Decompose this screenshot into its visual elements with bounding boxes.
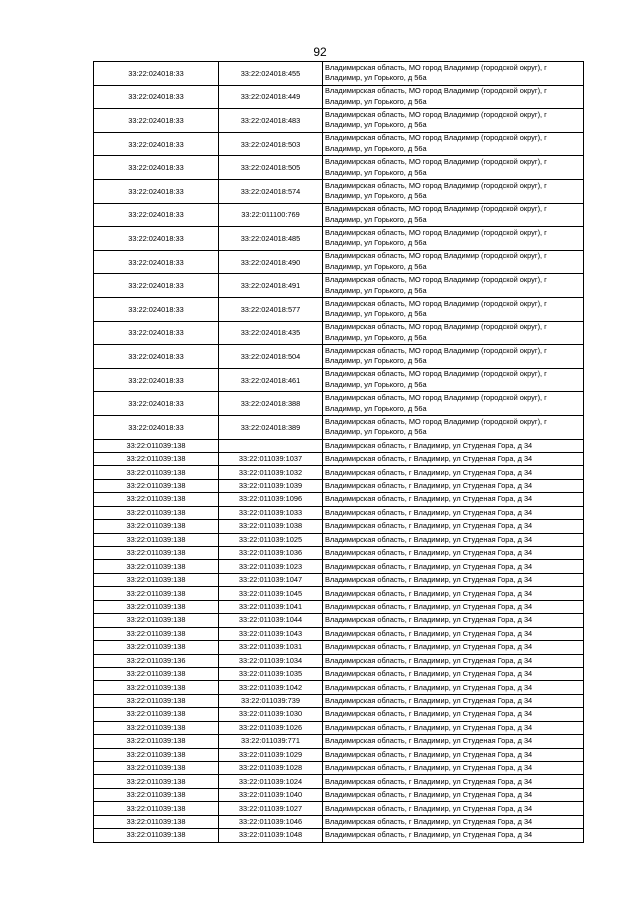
table-row: [94, 203, 584, 227]
address-cell: Владимирская область, МО город Владимир (городской округ), г Владимир, ул Горького, д 56а: [323, 274, 584, 298]
address-cell: Владимирская область, МО город Владимир (городской округ), г Владимир, ул Горького, д 56а: [323, 156, 584, 180]
object-cadastral-number: 33:22:024018:388: [219, 392, 323, 416]
parcel-cadastral-number: 33:22:011039:138: [94, 466, 219, 479]
table-row: [94, 573, 584, 586]
table-row: [94, 627, 584, 640]
parcel-cadastral-number: 33:22:024018:33: [94, 250, 219, 274]
object-cadastral-number: 33:22:024018:483: [219, 109, 323, 133]
registry-table-body: [94, 62, 584, 843]
parcel-cadastral-number: 33:22:024018:33: [94, 156, 219, 180]
parcel-cadastral-number: 33:22:024018:33: [94, 227, 219, 251]
parcel-cadastral-number: 33:22:011039:138: [94, 802, 219, 815]
table-row: [94, 667, 584, 680]
address-cell: Владимирская область, г Владимир, ул Студеная Гора, д 34: [323, 520, 584, 533]
object-cadastral-number: 33:22:011039:1032: [219, 466, 323, 479]
table-row: [94, 506, 584, 519]
address-cell: Владимирская область, г Владимир, ул Студеная Гора, д 34: [323, 748, 584, 761]
parcel-cadastral-number: 33:22:024018:33: [94, 203, 219, 227]
address-cell: Владимирская область, г Владимир, ул Студеная Гора, д 34: [323, 479, 584, 492]
object-cadastral-number: 33:22:011039:1041: [219, 600, 323, 613]
parcel-cadastral-number: 33:22:011039:138: [94, 815, 219, 828]
object-cadastral-number: 33:22:011039:1042: [219, 681, 323, 694]
object-cadastral-number: 33:22:011039:1027: [219, 802, 323, 815]
parcel-cadastral-number: 33:22:024018:33: [94, 62, 219, 86]
parcel-cadastral-number: 33:22:011039:138: [94, 748, 219, 761]
object-cadastral-number: 33:22:011039:739: [219, 694, 323, 707]
address-cell: Владимирская область, МО город Владимир (городской округ), г Владимир, ул Горького, д 56а: [323, 250, 584, 274]
object-cadastral-number: 33:22:011039:1024: [219, 775, 323, 788]
address-cell: Владимирская область, г Владимир, ул Студеная Гора, д 34: [323, 560, 584, 573]
object-cadastral-number: 33:22:011039:1031: [219, 641, 323, 654]
parcel-cadastral-number: 33:22:011039:138: [94, 600, 219, 613]
object-cadastral-number: 33:22:011039:1028: [219, 762, 323, 775]
table-row: [94, 560, 584, 573]
parcel-cadastral-number: 33:22:011039:138: [94, 493, 219, 506]
address-cell: Владимирская область, г Владимир, ул Студеная Гора, д 34: [323, 506, 584, 519]
table-row: [94, 788, 584, 801]
object-cadastral-number: 33:22:024018:491: [219, 274, 323, 298]
object-cadastral-number: 33:22:011039:1025: [219, 533, 323, 546]
table-row: [94, 587, 584, 600]
address-cell: Владимирская область, г Владимир, ул Студеная Гора, д 34: [323, 667, 584, 680]
table-row: [94, 493, 584, 506]
address-cell: Владимирская область, МО город Владимир (городской округ), г Владимир, ул Горького, д 56а: [323, 62, 584, 86]
address-cell: Владимирская область, г Владимир, ул Студеная Гора, д 34: [323, 547, 584, 560]
parcel-cadastral-number: 33:22:011039:138: [94, 479, 219, 492]
address-cell: Владимирская область, г Владимир, ул Студеная Гора, д 34: [323, 802, 584, 815]
parcel-cadastral-number: 33:22:011039:138: [94, 560, 219, 573]
address-cell: Владимирская область, МО город Владимир (городской округ), г Владимир, ул Горького, д 56а: [323, 132, 584, 156]
table-row: [94, 132, 584, 156]
table-row: [94, 479, 584, 492]
object-cadastral-number: 33:22:024018:505: [219, 156, 323, 180]
address-cell: Владимирская область, г Владимир, ул Студеная Гора, д 34: [323, 829, 584, 842]
table-row: [94, 392, 584, 416]
table-row: [94, 708, 584, 721]
object-cadastral-number: 33:22:011039:1048: [219, 829, 323, 842]
address-cell: Владимирская область, г Владимир, ул Студеная Гора, д 34: [323, 587, 584, 600]
object-cadastral-number: 33:22:024018:449: [219, 85, 323, 109]
address-cell: Владимирская область, г Владимир, ул Студеная Гора, д 34: [323, 775, 584, 788]
table-row: [94, 62, 584, 86]
parcel-cadastral-number: 33:22:011039:138: [94, 667, 219, 680]
table-row: [94, 735, 584, 748]
address-cell: Владимирская область, г Владимир, ул Студеная Гора, д 34: [323, 600, 584, 613]
object-cadastral-number: 33:22:011039:1045: [219, 587, 323, 600]
address-cell: Владимирская область, г Владимир, ул Студеная Гора, д 34: [323, 641, 584, 654]
parcel-cadastral-number: 33:22:011039:138: [94, 614, 219, 627]
parcel-cadastral-number: 33:22:011039:138: [94, 452, 219, 465]
table-row: [94, 614, 584, 627]
address-cell: Владимирская область, г Владимир, ул Студеная Гора, д 34: [323, 493, 584, 506]
parcel-cadastral-number: 33:22:024018:33: [94, 132, 219, 156]
table-row: [94, 681, 584, 694]
table-row: [94, 520, 584, 533]
table-row: [94, 109, 584, 133]
address-cell: Владимирская область, г Владимир, ул Студеная Гора, д 34: [323, 533, 584, 546]
object-cadastral-number: 33:22:024018:577: [219, 297, 323, 321]
parcel-cadastral-number: 33:22:024018:33: [94, 415, 219, 439]
table-row: [94, 694, 584, 707]
parcel-cadastral-number: 33:22:024018:33: [94, 179, 219, 203]
parcel-cadastral-number: 33:22:011039:138: [94, 694, 219, 707]
parcel-cadastral-number: 33:22:024018:33: [94, 321, 219, 345]
object-cadastral-number: 33:22:024018:461: [219, 368, 323, 392]
address-cell: Владимирская область, г Владимир, ул Студеная Гора, д 34: [323, 735, 584, 748]
object-cadastral-number: 33:22:011039:1030: [219, 708, 323, 721]
address-cell: Владимирская область, МО город Владимир (городской округ), г Владимир, ул Горького, д 56а: [323, 109, 584, 133]
address-cell: Владимирская область, г Владимир, ул Студеная Гора, д 34: [323, 721, 584, 734]
parcel-cadastral-number: 33:22:011039:138: [94, 762, 219, 775]
table-row: [94, 274, 584, 298]
address-cell: Владимирская область, г Владимир, ул Студеная Гора, д 34: [323, 627, 584, 640]
address-cell: Владимирская область, МО город Владимир (городской округ), г Владимир, ул Горького, д 56а: [323, 203, 584, 227]
table-row: [94, 654, 584, 667]
object-cadastral-number: 33:22:024018:490: [219, 250, 323, 274]
parcel-cadastral-number: 33:22:011039:138: [94, 520, 219, 533]
address-cell: Владимирская область, г Владимир, ул Студеная Гора, д 34: [323, 815, 584, 828]
page-number: 92: [313, 45, 327, 59]
object-cadastral-number: [219, 439, 323, 452]
object-cadastral-number: 33:22:024018:503: [219, 132, 323, 156]
table-row: [94, 179, 584, 203]
address-cell: Владимирская область, МО город Владимир (городской округ), г Владимир, ул Горького, д 56а: [323, 368, 584, 392]
object-cadastral-number: 33:22:011039:1034: [219, 654, 323, 667]
object-cadastral-number: 33:22:011039:1026: [219, 721, 323, 734]
parcel-cadastral-number: 33:22:011039:138: [94, 775, 219, 788]
address-cell: Владимирская область, МО город Владимир (городской округ), г Владимир, ул Горького, д 56а: [323, 85, 584, 109]
parcel-cadastral-number: 33:22:011039:138: [94, 708, 219, 721]
table-row: [94, 156, 584, 180]
parcel-cadastral-number: 33:22:011039:138: [94, 533, 219, 546]
registry-table: [93, 61, 584, 843]
parcel-cadastral-number: 33:22:011039:138: [94, 829, 219, 842]
object-cadastral-number: 33:22:024018:504: [219, 345, 323, 369]
table-row: [94, 641, 584, 654]
table-row: [94, 415, 584, 439]
parcel-cadastral-number: 33:22:011039:138: [94, 681, 219, 694]
table-row: [94, 815, 584, 828]
object-cadastral-number: 33:22:011039:1038: [219, 520, 323, 533]
parcel-cadastral-number: 33:22:024018:33: [94, 85, 219, 109]
parcel-cadastral-number: 33:22:011039:138: [94, 587, 219, 600]
parcel-cadastral-number: 33:22:024018:33: [94, 345, 219, 369]
table-row: [94, 452, 584, 465]
parcel-cadastral-number: 33:22:011039:138: [94, 627, 219, 640]
address-cell: Владимирская область, г Владимир, ул Студеная Гора, д 34: [323, 654, 584, 667]
address-cell: Владимирская область, г Владимир, ул Студеная Гора, д 34: [323, 694, 584, 707]
address-cell: Владимирская область, МО город Владимир (городской округ), г Владимир, ул Горького, д 56а: [323, 179, 584, 203]
table-row: [94, 439, 584, 452]
parcel-cadastral-number: 33:22:011039:138: [94, 439, 219, 452]
object-cadastral-number: 33:22:011039:1040: [219, 788, 323, 801]
object-cadastral-number: 33:22:011039:1029: [219, 748, 323, 761]
table-row: [94, 721, 584, 734]
object-cadastral-number: 33:22:011039:1044: [219, 614, 323, 627]
table-row: [94, 802, 584, 815]
object-cadastral-number: 33:22:011039:1047: [219, 573, 323, 586]
parcel-cadastral-number: 33:22:011039:138: [94, 721, 219, 734]
address-cell: Владимирская область, МО город Владимир (городской округ), г Владимир, ул Горького, д 56а: [323, 415, 584, 439]
address-cell: Владимирская область, МО город Владимир (городской округ), г Владимир, ул Горького, д 56а: [323, 227, 584, 251]
parcel-cadastral-number: 33:22:011039:138: [94, 641, 219, 654]
object-cadastral-number: 33:22:024018:389: [219, 415, 323, 439]
parcel-cadastral-number: 33:22:011039:138: [94, 506, 219, 519]
object-cadastral-number: 33:22:011039:1023: [219, 560, 323, 573]
object-cadastral-number: 33:22:024018:574: [219, 179, 323, 203]
address-cell: Владимирская область, г Владимир, ул Студеная Гора, д 34: [323, 452, 584, 465]
table-row: [94, 227, 584, 251]
address-cell: Владимирская область, г Владимир, ул Студеная Гора, д 34: [323, 466, 584, 479]
parcel-cadastral-number: 33:22:024018:33: [94, 368, 219, 392]
table-row: [94, 368, 584, 392]
object-cadastral-number: 33:22:011039:1046: [219, 815, 323, 828]
parcel-cadastral-number: 33:22:024018:33: [94, 297, 219, 321]
address-cell: Владимирская область, МО город Владимир (городской округ), г Владимир, ул Горького, д 56а: [323, 297, 584, 321]
address-cell: Владимирская область, МО город Владимир (городской округ), г Владимир, ул Горького, д 56а: [323, 345, 584, 369]
table-row: [94, 775, 584, 788]
object-cadastral-number: 33:22:024018:455: [219, 62, 323, 86]
parcel-cadastral-number: 33:22:011039:138: [94, 547, 219, 560]
object-cadastral-number: 33:22:011039:1043: [219, 627, 323, 640]
address-cell: Владимирская область, г Владимир, ул Студеная Гора, д 34: [323, 708, 584, 721]
parcel-cadastral-number: 33:22:024018:33: [94, 274, 219, 298]
table-row: [94, 297, 584, 321]
parcel-cadastral-number: 33:22:011039:136: [94, 654, 219, 667]
object-cadastral-number: 33:22:011039:1033: [219, 506, 323, 519]
table-row: [94, 85, 584, 109]
address-cell: Владимирская область, г Владимир, ул Студеная Гора, д 34: [323, 614, 584, 627]
table-row: [94, 829, 584, 842]
address-cell: Владимирская область, г Владимир, ул Студеная Гора, д 34: [323, 762, 584, 775]
table-row: [94, 762, 584, 775]
object-cadastral-number: 33:22:011039:1096: [219, 493, 323, 506]
table-row: [94, 321, 584, 345]
object-cadastral-number: 33:22:011039:771: [219, 735, 323, 748]
table-row: [94, 547, 584, 560]
address-cell: Владимирская область, МО город Владимир (городской округ), г Владимир, ул Горького, д 56а: [323, 321, 584, 345]
parcel-cadastral-number: 33:22:011039:138: [94, 735, 219, 748]
address-cell: Владимирская область, г Владимир, ул Студеная Гора, д 34: [323, 788, 584, 801]
address-cell: Владимирская область, г Владимир, ул Студеная Гора, д 34: [323, 439, 584, 452]
object-cadastral-number: 33:22:011100:769: [219, 203, 323, 227]
table-row: [94, 250, 584, 274]
table-row: [94, 600, 584, 613]
table-row: [94, 748, 584, 761]
object-cadastral-number: 33:22:024018:435: [219, 321, 323, 345]
parcel-cadastral-number: 33:22:024018:33: [94, 392, 219, 416]
table-row: [94, 466, 584, 479]
object-cadastral-number: 33:22:011039:1035: [219, 667, 323, 680]
parcel-cadastral-number: 33:22:024018:33: [94, 109, 219, 133]
parcel-cadastral-number: 33:22:011039:138: [94, 788, 219, 801]
address-cell: Владимирская область, г Владимир, ул Студеная Гора, д 34: [323, 681, 584, 694]
object-cadastral-number: 33:22:024018:485: [219, 227, 323, 251]
object-cadastral-number: 33:22:011039:1036: [219, 547, 323, 560]
table-row: [94, 533, 584, 546]
address-cell: Владимирская область, г Владимир, ул Студеная Гора, д 34: [323, 573, 584, 586]
address-cell: Владимирская область, МО город Владимир (городской округ), г Владимир, ул Горького, д 56а: [323, 392, 584, 416]
object-cadastral-number: 33:22:011039:1039: [219, 479, 323, 492]
object-cadastral-number: 33:22:011039:1037: [219, 452, 323, 465]
parcel-cadastral-number: 33:22:011039:138: [94, 573, 219, 586]
table-row: [94, 345, 584, 369]
